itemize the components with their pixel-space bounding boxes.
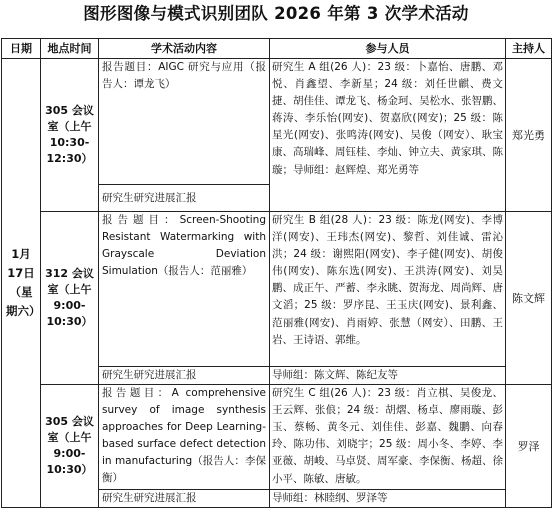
header-participants: 参与人员	[270, 39, 506, 59]
page-title: 图形图像与模式识别团队 2026 年第 3 次学术活动	[83, 4, 469, 23]
session-2-location: 312 会议室（上午 9:00-10:30）	[41, 212, 99, 385]
session-3-advisors: 导师组：林睦纲、罗泽等	[270, 490, 506, 508]
activity-schedule-table	[1, 38, 552, 508]
session-1-host: 郑光勇	[506, 59, 552, 212]
table-row	[2, 385, 552, 490]
session-3-progress-report: 研究生研究进展汇报	[99, 490, 270, 508]
session-2-progress-report: 研究生研究进展汇报	[99, 367, 270, 385]
session-2-activity: 报告题目：Screen-Shooting Resistant Watermarking with Grayscale Deviation Simulation（报告人：范丽雅）	[99, 212, 270, 367]
session-2-advisors: 导师组：陈文辉、陈纪友等	[270, 367, 506, 385]
table-row	[2, 212, 552, 367]
session-3-participants: 研究生 C 组(26 人)：23 级：肖立棋、吴俊龙、王云辉、张俍；24 级：胡熠、杨卓、廖雨璇、彭玉、蔡畅、黄冬元、刘佳佳、彭嘉、魏鹏、向春玲、陈功伟、刘晓宇；25 级：周小冬、李婷、李亚薇、胡峻、马卓贤、周军豪、李保衡、杨超、徐小平、陈敏、唐敏。	[270, 385, 506, 490]
session-3-location: 305 会议室（上午 9:00-10:30）	[41, 385, 99, 508]
date-cell: 1月17日（星期六）	[2, 59, 41, 508]
session-1-participants: 研究生 A 组(26 人)：23 级：卜嘉怡、唐鹏、邓悦、肖鑫望、李新星；24 级：刘任世麒、费文捷、胡佳佳、谭龙飞、杨金珂、吴松水、张智鹏、蒋涛、李乐怡(网安)、贺嘉欣(网安)；25 级：陈星光(网安)、张鸣涛(网安)、吴俊（网安）、耿宝康、高瑞峰、周钰桂、李灿、钟立夫、黄家琪、陈璇；导师组：赵辉煌、郑光勇等	[270, 59, 506, 212]
session-1-location: 305 会议室（上午 10:30-12:30）	[41, 59, 99, 212]
table-row	[2, 59, 552, 185]
header-date: 日期	[2, 39, 41, 59]
session-1-activity: 报告题目：AIGC 研究与应用（报告人：谭龙飞）	[99, 59, 270, 185]
header-host: 主持人	[506, 39, 552, 59]
session-3-activity: 报告题目：A comprehensive survey of image synthesis approaches for Deep Learning-based surface defect detection in manufacturing（报告人：李保衡）	[99, 385, 270, 490]
header-activity: 学术活动内容	[99, 39, 270, 59]
session-1-progress-report: 研究生研究进展汇报	[99, 185, 270, 212]
session-2-participants: 研究生 B 组(28 人)：23 级：陈龙(网安)、李博洋(网安)、王玮杰(网安)、黎哲、刘佳诚、雷沁洪；24 级：谢熙阳(网安)、李子健(网安)、胡俊伟(网安)、陈东选(网安)、王洪涛(网安)、刘昊鹏、成正午、严蓄、李永眺、贺海龙、周尚辉、唐文滔；25 级：罗序昆、王玉庆(网安)、景利鑫、范丽雅(网安)、肖雨婷、张慧（网安）、田鹏、王岩、王诗语、郭维。	[270, 212, 506, 367]
header-location: 地点时间	[41, 39, 99, 59]
session-2-host: 陈文辉	[506, 212, 552, 385]
table-header-row	[2, 39, 552, 59]
session-3-host: 罗泽	[506, 385, 552, 508]
